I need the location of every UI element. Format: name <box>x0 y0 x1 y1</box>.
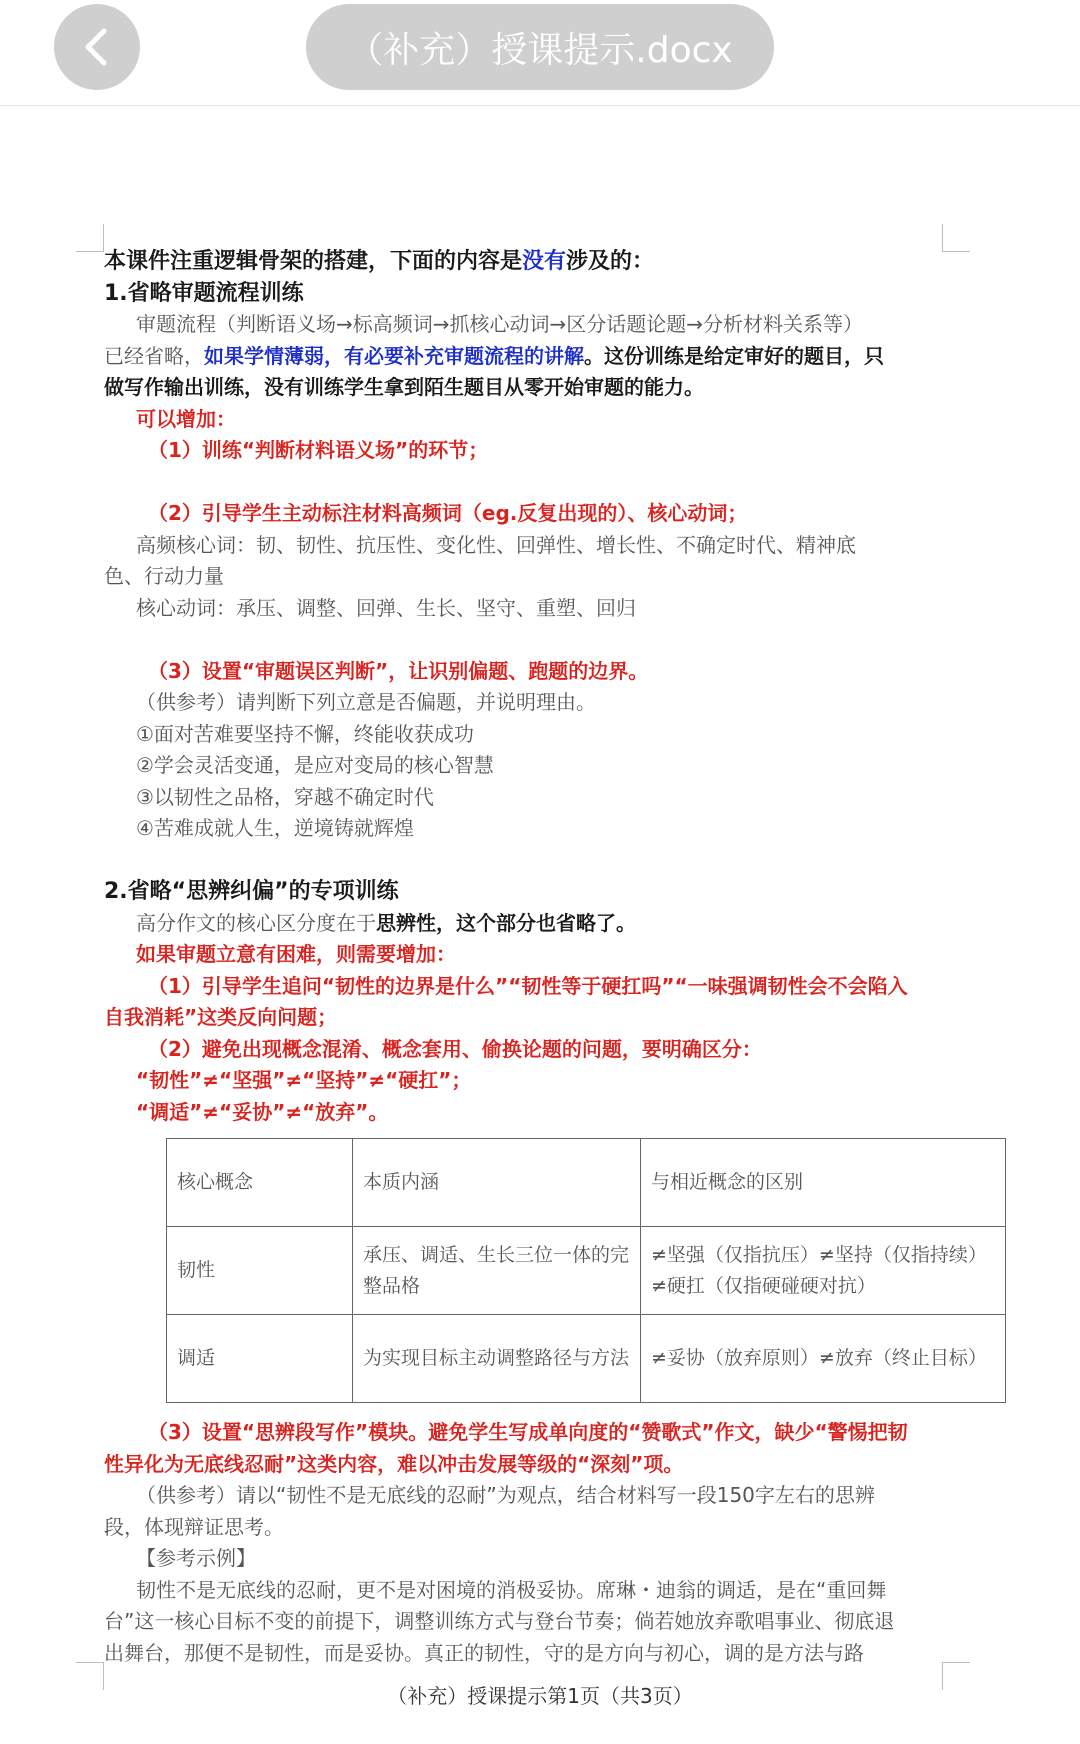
table-header-cell: 本质内涵 <box>353 1139 641 1227</box>
table-cell: ≠妥协（放弃原则）≠放弃（终止目标） <box>641 1315 1006 1403</box>
s1-option: ④苦难成就人生，逆境铸就辉煌 <box>136 816 414 840</box>
section1-heading: 1.省略审题流程训练 <box>104 280 304 306</box>
s1-text: 已经省略， <box>104 343 204 368</box>
s2-item-2: （2）避免出现概念混淆、概念套用、偷换论题的问题，要明确区分： <box>148 1036 762 1061</box>
s2-reference: （供参考）请以“韧性不是无底线的忍耐”为观点，结合材料写一段150字左右的思辨 <box>136 1483 875 1507</box>
example-label: 【参考示例】 <box>136 1546 256 1570</box>
s1-item-2: （2）引导学生主动标注材料高频词（eg.反复出现的）、核心动词； <box>148 501 748 525</box>
table-header-cell: 与相近概念的区别 <box>641 1139 1006 1227</box>
s1-text-bold: 。这份训练是给定审好的题目，只 <box>584 343 884 368</box>
s1-item-1: （1）训练“判断材料语义场”的环节； <box>148 438 489 462</box>
s1-option: ②学会灵活变通，是应对变局的核心智慧 <box>136 753 494 777</box>
page-footer: （补充）授课提示第1页（共3页） <box>387 1684 693 1708</box>
intro-text: 本课件注重逻辑骨架的搭建，下面的内容是 <box>104 249 523 274</box>
s1-paragraph-line: 做写作输出训练，没有训练学生拿到陌生题目从零开始审题的能力。 <box>104 375 704 399</box>
s2-item-3-cont: 性异化为无底线忍耐”这类内容，难以冲击发展等级的“深刻”项。 <box>104 1451 684 1476</box>
s2-item-2-line: “韧性”≠“坚强”≠“坚持”≠“硬扛”； <box>136 1068 472 1092</box>
s1-keywords-line: 高频核心词：韧、韧性、抗压性、变化性、回弹性、增长性、不确定时代、精神底 <box>136 532 856 557</box>
s2-reference-cont: 段，体现辩证思考。 <box>104 1514 284 1539</box>
s1-keywords-line: 色、行动力量 <box>104 564 224 588</box>
s2-item-1-cont: 自我消耗”这类反向问题； <box>104 1005 338 1029</box>
table-cell: 调适 <box>167 1315 353 1403</box>
chevron-left-icon <box>80 27 114 67</box>
document-page[interactable] <box>0 106 1080 1744</box>
table-cell: 承压、调适、生长三位一体的完整品格 <box>353 1227 641 1315</box>
table-cell: 韧性 <box>167 1227 353 1315</box>
table-cell: ≠坚强（仅指抗压）≠坚持（仅指持续）≠硬扛（仅指硬碰硬对抗） <box>641 1227 1006 1315</box>
s2-item-3: （3）设置“思辨段写作”模块。避免学生写成单向度的“赞歌式”作文，缺少“警惕把韧 <box>148 1420 908 1444</box>
s1-verbs-line: 核心动词：承压、调整、回弹、生长、坚守、重塑、回归 <box>136 595 636 620</box>
s1-reference: （供参考）请判断下列立意是否偏题，并说明理由。 <box>136 690 596 714</box>
s2-text: 高分作文的核心区分度在于 <box>136 910 376 935</box>
s2-paragraph-line <box>104 908 946 940</box>
s1-can-add: 可以增加： <box>136 406 236 431</box>
table-row <box>167 1227 1006 1315</box>
s2-item-1: （1）引导学生追问“韧性的边界是什么”“韧性等于硬扛吗”“一味强调韧性会不会陷入 <box>148 973 908 998</box>
s1-option: ①面对苦难要坚持不懈，终能收获成功 <box>136 721 474 746</box>
intro-text-end: 涉及的： <box>566 249 655 274</box>
document-content <box>104 246 987 1669</box>
example-line: 台”这一核心目标不变的前提下，调整训练方式与登台节奏；倘若她放弃歌唱事业、彻底退 <box>104 1609 895 1633</box>
top-bar <box>0 0 1080 106</box>
table-row <box>167 1315 1006 1403</box>
s2-need: 如果审题立意有困难，则需要增加： <box>136 942 456 966</box>
s2-text-bold: 思辨性，这个部分也省略了。 <box>376 910 636 935</box>
s1-paragraph-line <box>104 341 946 373</box>
table-header-row <box>167 1139 1006 1227</box>
page-corner-mark <box>76 224 104 252</box>
intro-line <box>104 246 946 278</box>
concept-table <box>166 1138 1006 1403</box>
back-button[interactable] <box>54 4 140 90</box>
s1-paragraph-line: 审题流程（判断语义场→标高频词→抓核心动词→区分话题论题→分析材料关系等） <box>136 312 864 336</box>
example-line: 出舞台，那便不是韧性，而是妥协。真正的韧性，守的是方向与初心，调的是方法与路 <box>104 1640 864 1665</box>
page-corner-mark <box>942 224 970 252</box>
s2-item-2-line: “调适”≠“妥协”≠“放弃”。 <box>136 1099 389 1124</box>
s1-option: ③以韧性之品格，穿越不确定时代 <box>136 784 434 809</box>
example-line: 韧性不是无底线的忍耐，更不是对困境的消极妥协。席琳・迪翁的调适，是在“重回舞 <box>136 1577 887 1602</box>
intro-highlight: 没有 <box>522 249 567 274</box>
s1-item-3: （3）设置“审题误区判断”，让识别偏题、跑题的边界。 <box>148 658 649 683</box>
table-header-cell: 核心概念 <box>167 1139 353 1227</box>
table-cell: 为实现目标主动调整路径与方法 <box>353 1315 641 1403</box>
document-title[interactable]: （补充）授课提示.docx <box>306 4 774 90</box>
s1-highlight: 如果学情薄弱，有必要补充审题流程的讲解 <box>204 343 584 368</box>
section2-heading: 2.省略“思辨纠偏”的专项训练 <box>104 879 399 904</box>
